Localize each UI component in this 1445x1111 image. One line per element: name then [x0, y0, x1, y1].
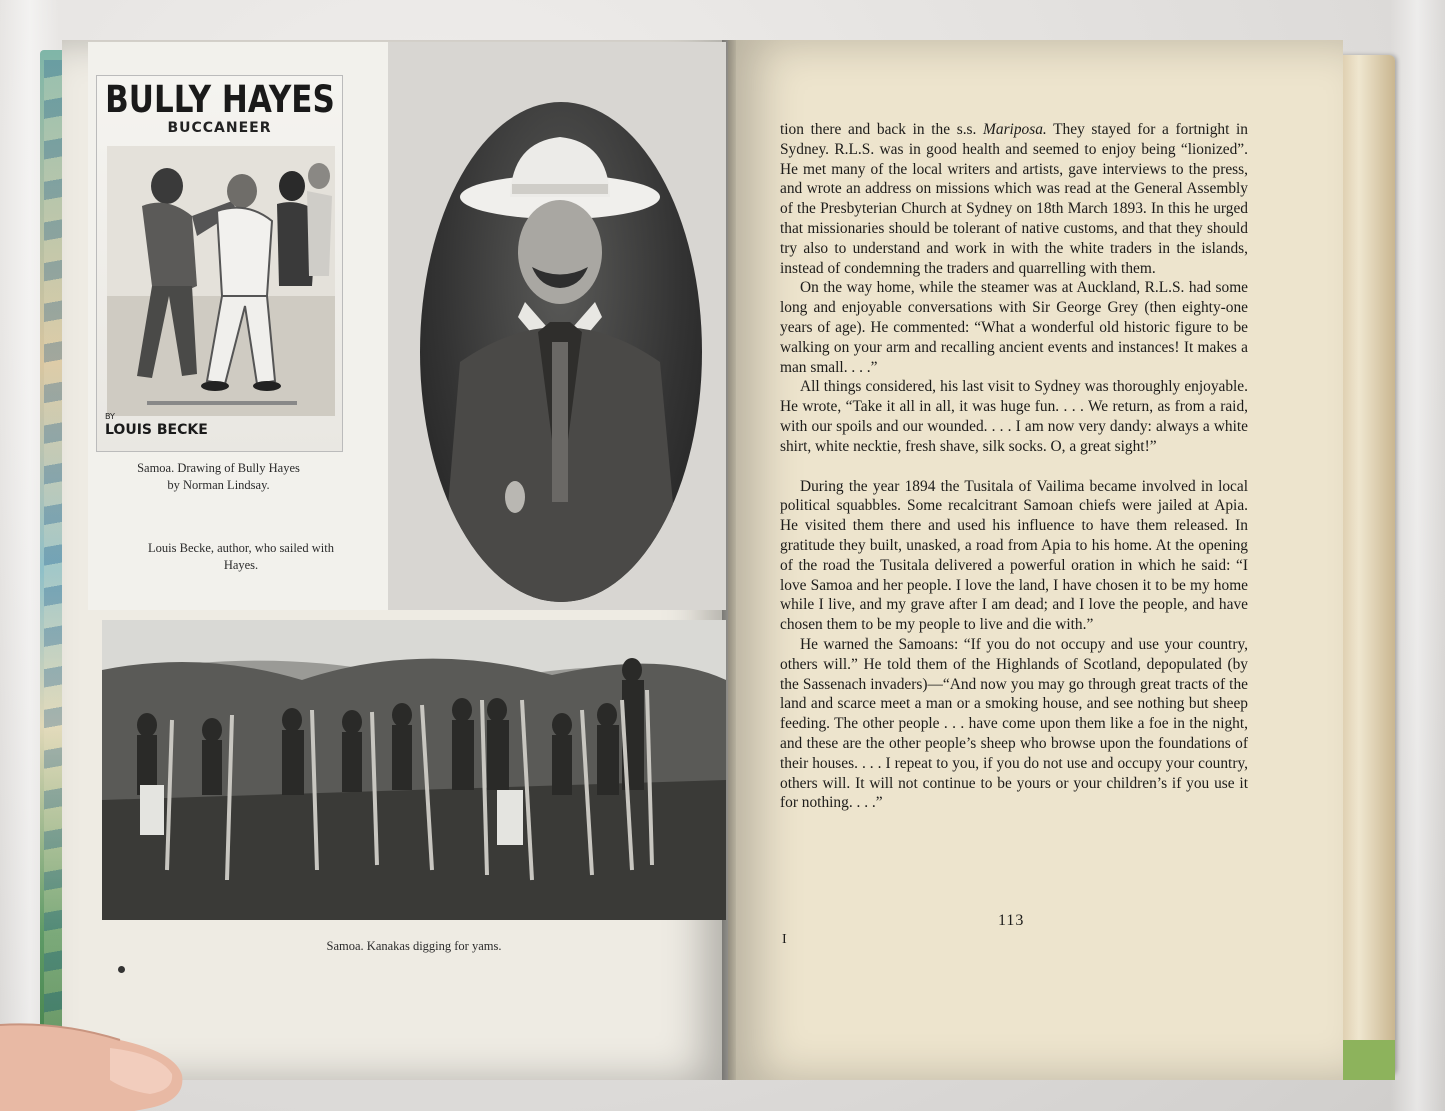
page-number: 113 — [998, 912, 1025, 929]
signature-mark: I — [782, 932, 787, 947]
portrait-caption — [96, 540, 386, 574]
hand-thumb — [0, 990, 240, 1111]
paragraph-1-lead: tion there and back in the s.s. — [780, 121, 984, 138]
yams-caption: Samoa. Kanakas digging for yams. — [326, 939, 502, 953]
paragraph-4: During the year 1894 the Tusitala of Vailima became involved in local political squabbles. Some recalcitrant Samoan chiefs were jailed at Apia. He visited them there and used his influence to have them released. In gratitude they built, unasked, a road from Apia to his home. At the opening of the road the Tusitala delivered a powerful oration in which he said: “I love Samoa and her people. I love the land, I have chosen it to be my home while I live, and my grave after I am dead; and I love the people, and have chosen them to be my people to live and die with.” — [780, 477, 1248, 634]
ink-dot — [118, 966, 125, 973]
louis-becke-portrait — [420, 102, 702, 602]
bully-hayes-poster — [96, 75, 343, 452]
book-cover-right — [1335, 55, 1395, 1075]
book-cover-edge — [1335, 1040, 1395, 1080]
paragraph-2: On the way home, while the steamer was at Auckland, R.L.S. had some long and enjoyable conversations with Sir George Grey (then eighty-one years of age). He commented: “What a wonderful old historic figure to be walking on your arm and recalling ancient events and instances! It makes a man small. . . .” — [780, 279, 1248, 376]
poster-subtitle: BUCCANEER — [167, 120, 272, 136]
poster-caption-line-1: Samoa. Drawing of Bully Hayes — [137, 461, 300, 475]
poster-caption-line-2: by Norman Lindsay. — [167, 478, 270, 492]
fighting-men-drawing — [107, 146, 335, 416]
body-text — [780, 120, 1248, 813]
ship-name: Mariposa. — [983, 121, 1047, 138]
cloth-fold — [1390, 0, 1445, 1111]
poster-title: BULLY HAYES — [105, 78, 335, 122]
kanakas-digging-photo — [102, 620, 726, 920]
poster-caption — [96, 460, 341, 494]
paragraph-3: All things considered, his last visit to Sydney was thoroughly enjoyable. He wrote, “Take it all in all, it was huge fun. . . . We return, as from a raid, with our spoils and our wounded. . . . I am now very dandy: always a white shirt, white necktie, fresh shave, silk socks. O, a great sight!” — [780, 378, 1248, 455]
poster-by: BY — [105, 412, 115, 421]
paragraph-5: He warned the Samoans: “If you do not occupy and use your country, others will.” He told them of the Highlands of Scotland, depopulated (by the Sassenach invaders)—“And now you may go through great tracts of the land and scarce meet a man or a smoking house, and see nothing but sheep feeding. The other people . . . have come upon them like a foe in the night, and these are the other people’s sheep who browse upon the foundations of their houses. . . . I repeat to you, if you do not use and occupy your country, others will. It will not continue to be yours or your children’s if you use it for nothing. . . .” — [780, 635, 1248, 812]
yams-photo-scene — [102, 620, 726, 920]
portrait-figure — [420, 102, 702, 602]
portrait-caption-line-1: Louis Becke, author, who sailed with — [148, 541, 334, 555]
portrait-panel — [388, 42, 726, 610]
poster-author: LOUIS BECKE — [105, 422, 208, 438]
paragraph-1 — [780, 120, 1248, 278]
paragraph-1-rest: They stayed for a fortnight in Sydney. R.L.S. was in good health and seemed to enjoy being “lionized”. He met many of the local writers and artists, gave interviews to the press, and wrote an address on missions which was read at the General Assembly of the Presbyterian Church at Sydney on 18th March 1893. In this he urged that missionaries should be tolerant of native customs, and that they should try also to understand and work in with the white traders in the islands, instead of condemning the traders and quarrelling with them. — [780, 121, 1248, 277]
portrait-caption-line-2: Hayes. — [223, 558, 259, 572]
